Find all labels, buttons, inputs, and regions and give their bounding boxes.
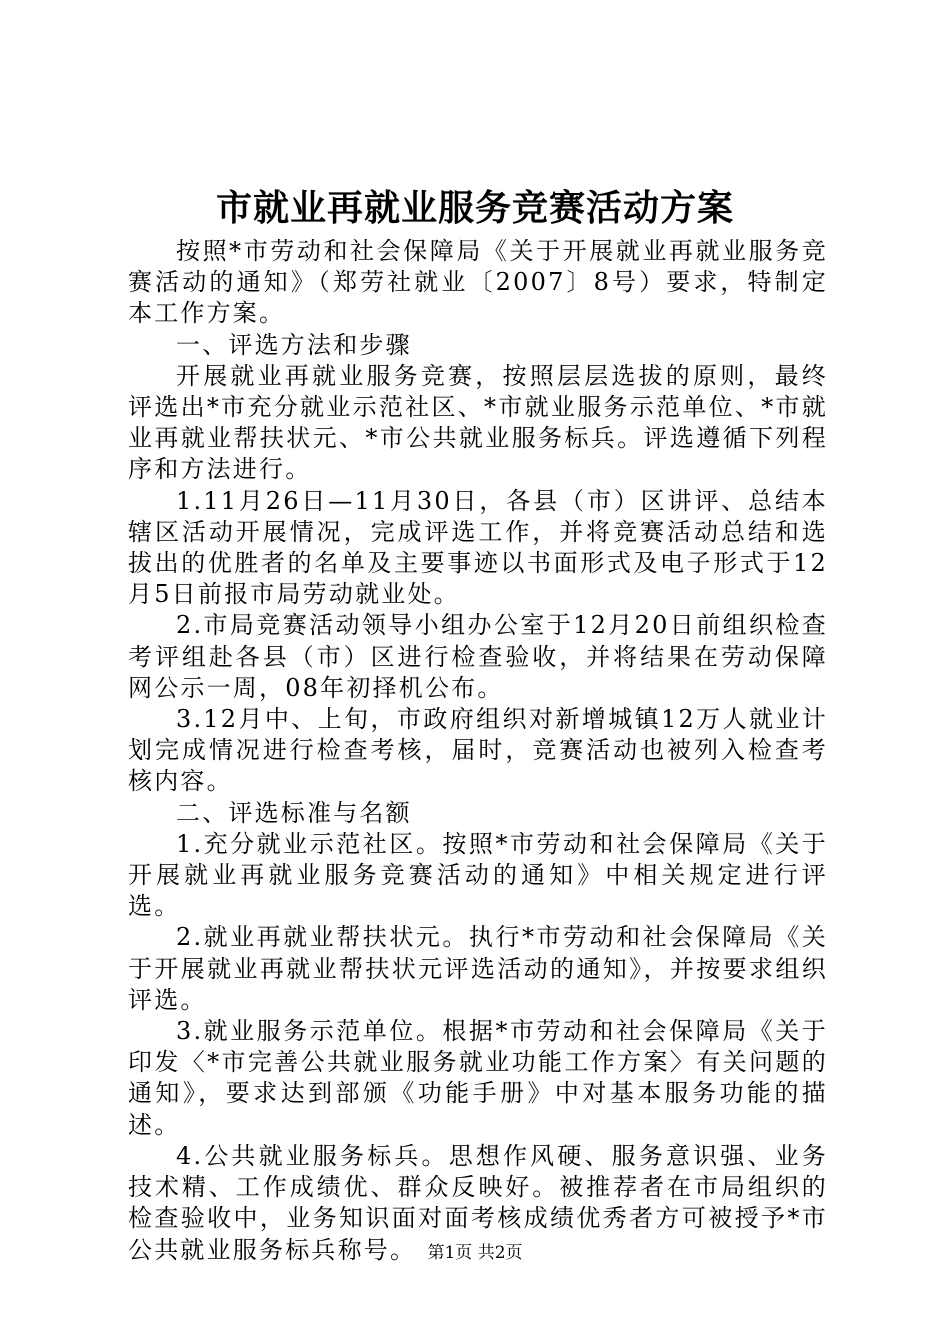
section-heading-1: 一、评选方法和步骤 [176, 330, 412, 359]
paragraph-criteria-3: 3.就业服务示范单位。根据*市劳动和社会保障局《关于印发〈*市完善公共就业服务就业功能工作方案〉有关问题的通知》，要求达到部颁《功能手册》中对基本服务功能的描述。 [128, 1017, 828, 1139]
section-heading-2: 二、评选标准与名额 [176, 798, 412, 827]
paragraph-method: 开展就业再就业服务竞赛，按照层层选拔的原则，最终评选出*市充分就业示范社区、*市就业服务示范单位、*市就业再就业帮扶状元、*市公共就业服务标兵。评选遵循下列程序和方法进行。 [128, 361, 828, 484]
page-footer: 第1页 共2页 [427, 1243, 523, 1263]
paragraph-step-2: 2.市局竞赛活动领导小组办公室于12月20日前组织检查考评组赴各县（市）区进行检查验收，并将结果在劳动保障网公示一周，08年初择机公布。 [128, 611, 828, 702]
document-body [128, 236, 828, 1266]
paragraph-criteria-4: 4.公共就业服务标兵。思想作风硬、服务意识强、业务技术精、工作成绩优、群众反映好。被推荐者在市局组织的检查验收中，业务知识面对面考核成绩优秀者方可被授予*市公共就业服务标兵称号。 [128, 1141, 828, 1264]
paragraph-criteria-2: 2.就业再就业帮扶状元。执行*市劳动和社会保障局《关于开展就业再就业帮扶状元评选活动的通知》，并按要求组织评选。 [128, 923, 828, 1014]
paragraph-intro: 按照*市劳动和社会保障局《关于开展就业再就业服务竞赛活动的通知》（郑劳社就业〔2007〕8号）要求，特制定本工作方案。 [128, 237, 828, 328]
paragraph-step-1: 1.11月26日—11月30日，各县（市）区讲评、总结本辖区活动开展情况，完成评选工作，并将竞赛活动总结和选拔出的优胜者的名单及主要事迹以书面形式及电子形式于12月5日前报市局劳动就业处。 [128, 486, 828, 609]
paragraph-step-3: 3.12月中、上旬，市政府组织对新增城镇12万人就业计划完成情况进行检查考核，届时，竞赛活动也被列入检查考核内容。 [128, 705, 828, 796]
document-title: 市就业再就业服务竞赛活动方案 [215, 187, 734, 229]
paragraph-criteria-1: 1.充分就业示范社区。按照*市劳动和社会保障局《关于开展就业再就业服务竞赛活动的通知》中相关规定进行评选。 [128, 829, 828, 921]
